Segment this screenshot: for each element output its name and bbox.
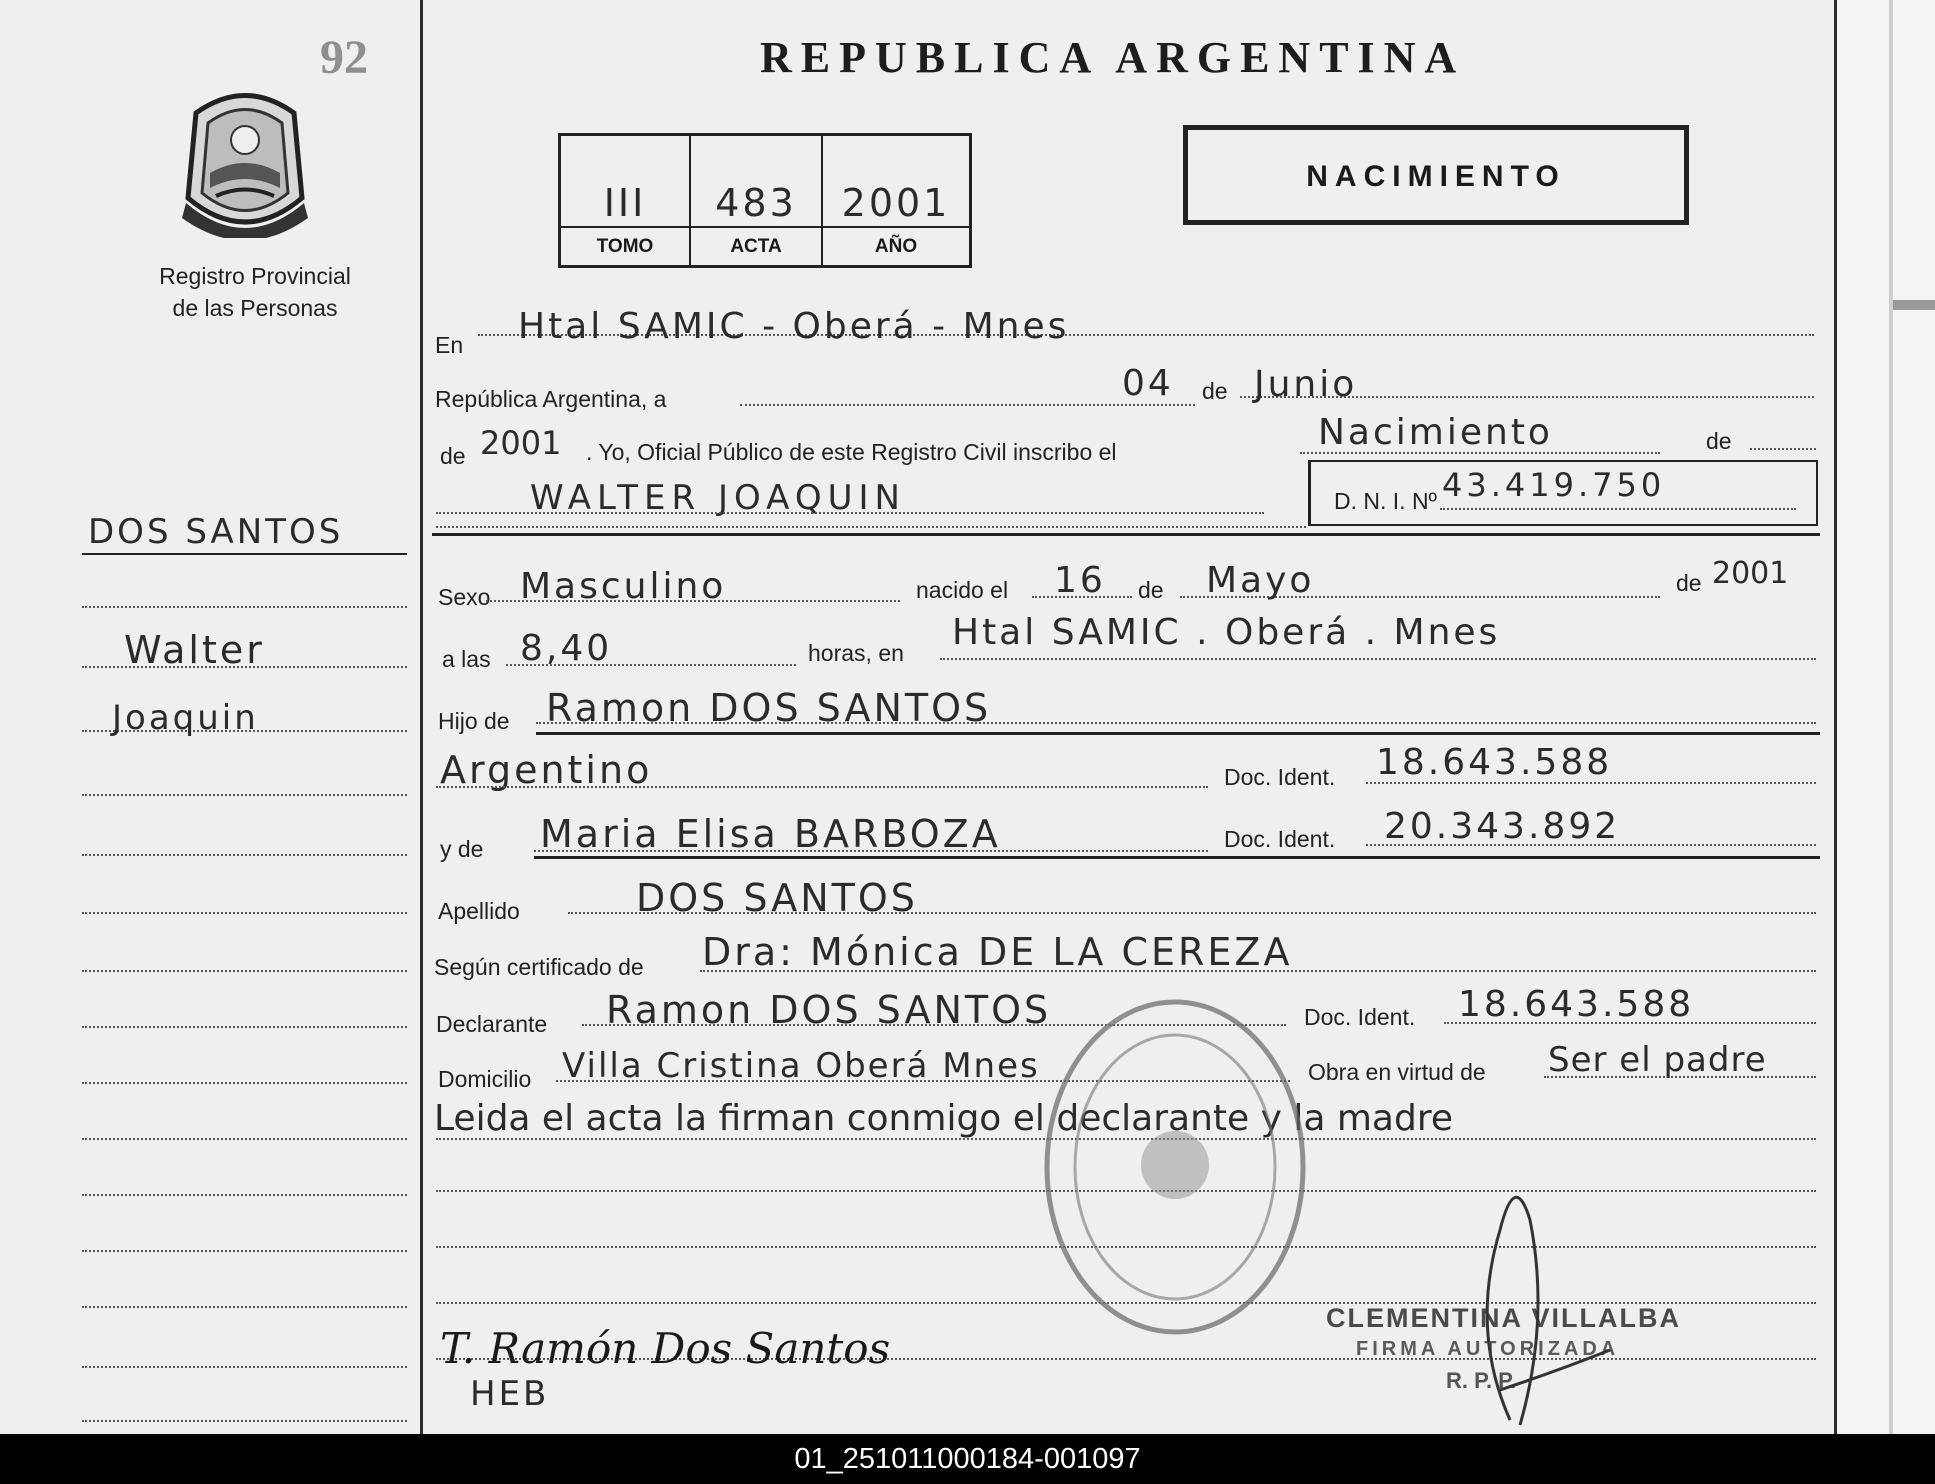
doc-ident-label: Doc. Ident. (1224, 826, 1336, 852)
dni-label: D. N. I. Nº (1334, 488, 1437, 514)
de-label-2: de (1706, 428, 1732, 454)
registry-line-2: de las Personas (172, 295, 338, 321)
declarante-value: Ramon DOS SANTOS (606, 988, 1052, 1032)
act-type-value: Nacimiento (1318, 412, 1553, 453)
page-edge-tab (1893, 300, 1935, 310)
field-line (436, 512, 1264, 514)
record-type: NACIMIENTO (1306, 160, 1566, 193)
acta-label: ACTA (730, 236, 782, 257)
margin-line (82, 1082, 407, 1084)
section-rule (432, 533, 1820, 536)
reference-box (558, 133, 972, 268)
margin-line (82, 912, 407, 914)
acta-cell (691, 136, 823, 265)
day-value: 04 (1122, 363, 1174, 404)
domicilio-label: Domicilio (438, 1066, 532, 1092)
obra-value: Ser el padre (1548, 1040, 1767, 1080)
doc-ident-label: Doc. Ident. (1304, 1004, 1416, 1030)
ano-cell (823, 136, 969, 265)
declarant-signature: T. Ramón Dos Santos (440, 1324, 891, 1373)
en-label: En (435, 332, 464, 358)
reference-divider (561, 226, 969, 228)
official-subtitle: FIRMA AUTORIZADA (1356, 1338, 1620, 1360)
closing-text: Leida el acta la firman conmigo el declarante y la madre (434, 1098, 1453, 1139)
initials: HEB (470, 1374, 550, 1414)
de-label-4: de (1676, 570, 1702, 596)
place-value: Htal SAMIC - Oberá - Mnes (518, 306, 1070, 347)
a-las-label: a las (442, 646, 491, 672)
margin-name-2: Joaquin (112, 698, 259, 738)
birth-day-value: 16 (1054, 560, 1106, 601)
apellido-value: DOS SANTOS (636, 876, 918, 920)
father-name-value: Ramon DOS SANTOS (546, 686, 992, 730)
de-year-label: de (440, 443, 466, 469)
birth-place-value: Htal SAMIC . Oberá . Mnes (952, 612, 1501, 653)
margin-line (82, 854, 407, 856)
tomo-label: TOMO (596, 236, 654, 257)
tomo-value: III (603, 181, 647, 225)
month-value: Junio (1254, 364, 1358, 405)
page-number: 92 (320, 31, 368, 84)
record-type-box (1183, 125, 1689, 225)
margin-divider (420, 0, 423, 1434)
margin-line (82, 1194, 407, 1196)
declarante-label: Declarante (436, 1011, 548, 1037)
field-line (740, 404, 1195, 406)
father-doc-value: 18.643.588 (1376, 742, 1613, 783)
margin-line (82, 1366, 407, 1368)
section-rule (534, 856, 1820, 859)
tomo-cell (561, 136, 691, 265)
margin-line (82, 606, 407, 608)
registry-line-1: Registro Provincial (159, 263, 351, 289)
nacido-label: nacido el (916, 577, 1009, 603)
yo-text: . Yo, Oficial Público de este Registro Civil inscribo el (586, 439, 1117, 465)
obra-label: Obra en virtud de (1308, 1059, 1486, 1085)
field-line (940, 658, 1816, 660)
de-label-3: de (1138, 577, 1164, 603)
acta-value: 483 (715, 181, 797, 225)
province-seal-icon (176, 78, 314, 238)
margin-line (82, 1250, 407, 1252)
field-line (1750, 448, 1816, 450)
doc-ident-label: Doc. Ident. (1224, 764, 1336, 790)
republica-label: República Argentina, a (435, 386, 667, 412)
footer-bar (0, 1434, 1935, 1484)
certificado-label: Según certificado de (434, 954, 644, 980)
time-value: 8,40 (520, 628, 613, 669)
ano-value: 2001 (841, 181, 951, 225)
apellido-label: Apellido (438, 898, 520, 924)
year-value: 2001 (480, 424, 562, 462)
horas-label: horas, en (808, 640, 904, 666)
y-de-label: y de (440, 836, 484, 862)
domicilio-value: Villa Cristina Oberá Mnes (562, 1046, 1040, 1086)
margin-line (82, 553, 407, 555)
margin-line (82, 1026, 407, 1028)
birth-month-value: Mayo (1206, 560, 1315, 601)
margin-line (82, 1138, 407, 1140)
sexo-label: Sexo (438, 584, 491, 610)
margin-line (82, 1306, 407, 1308)
de-label: de (1202, 378, 1228, 404)
official-signature-icon (1440, 1170, 1640, 1435)
field-line (436, 526, 1306, 528)
birth-year-value: 2001 (1712, 556, 1789, 591)
margin-surname: DOS SANTOS (88, 512, 344, 552)
official-stamp-icon (1040, 995, 1310, 1340)
declarante-doc-value: 18.643.588 (1458, 984, 1695, 1025)
document-title: REPUBLICA ARGENTINA (760, 33, 1466, 82)
margin-line (82, 794, 407, 796)
section-rule (536, 732, 1820, 735)
margin-name-1: Walter (124, 628, 265, 672)
mother-doc-value: 20.343.892 (1384, 806, 1621, 847)
sexo-value: Masculino (520, 566, 727, 607)
adjacent-page-edge (1834, 0, 1935, 1434)
father-nationality-value: Argentino (440, 748, 653, 792)
official-rpp: R. P. P. (1446, 1368, 1517, 1393)
margin-line (82, 1420, 407, 1422)
field-line (1440, 508, 1796, 510)
dni-value: 43.419.750 (1442, 466, 1666, 504)
footer-code: 01_251011000184-001097 (794, 1443, 1141, 1475)
ano-label: AÑO (874, 236, 918, 257)
certificado-value: Dra: Mónica DE LA CEREZA (702, 930, 1293, 974)
page-edge-inner (1889, 0, 1893, 1434)
official-name: CLEMENTINA VILLALBA (1326, 1303, 1681, 1333)
margin-line (82, 970, 407, 972)
hijo-label: Hijo de (438, 708, 510, 734)
field-line (436, 786, 1208, 788)
registry-name (110, 260, 400, 324)
mother-name-value: Maria Elisa BARBOZA (540, 812, 1001, 856)
child-name-value: WALTER JOAQUIN (530, 478, 906, 518)
